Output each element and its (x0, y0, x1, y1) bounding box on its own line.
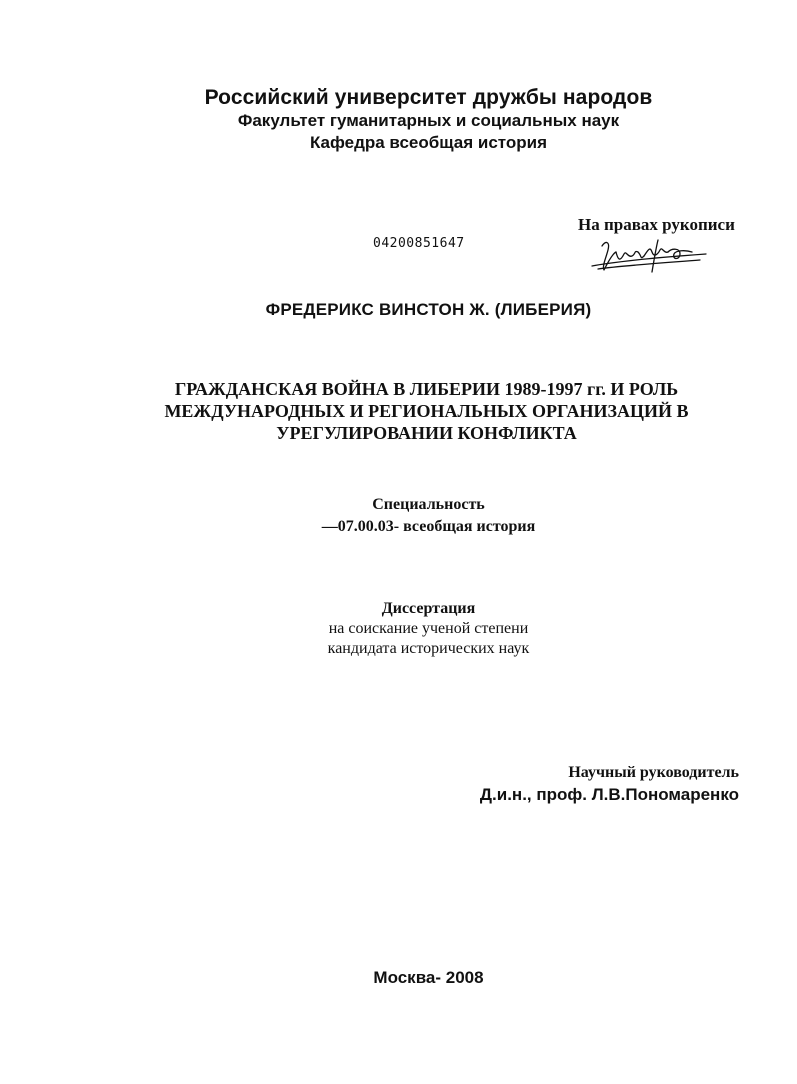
author-name: ФРЕДЕРИКС ВИНСТОН Ж. (ЛИБЕРИЯ) (265, 300, 592, 319)
title-line: ГРАЖДАНСКАЯ ВОЙНА В ЛИБЕРИИ 1989-1997 гг. И РОЛЬ (174, 379, 679, 399)
manuscript-note: На правах рукописи (578, 215, 735, 234)
title-line: УРЕГУЛИРОВАНИИ КОНФЛИКТА (276, 423, 577, 443)
city-year: Москва- 2008 (373, 968, 484, 987)
degree-line: кандидата исторических наук (327, 640, 530, 657)
handwritten-signature (588, 236, 710, 276)
university-name: Российский университет дружбы народов (204, 86, 653, 109)
title-line: МЕЖДУНАРОДНЫХ И РЕГИОНАЛЬНЫХ ОРГАНИЗАЦИЙ В (164, 401, 689, 421)
registry-number: 04200851647 (373, 236, 465, 251)
dissertation-title (28, 378, 797, 444)
department-name: Кафедра всеобщая история (309, 133, 548, 152)
faculty-name: Факультет гуманитарных и социальных наук (237, 111, 620, 130)
advisor-name: Д.и.н., проф. Л.В.Пономаренко (479, 785, 739, 804)
specialty-value: —07.00.03- всеобщая история (321, 518, 536, 535)
dissertation-label: Диссертация (381, 600, 476, 617)
degree-line: на соискание ученой степени (328, 620, 529, 637)
specialty-label: Специальность (372, 496, 485, 513)
advisor-label: Научный руководитель (568, 764, 739, 781)
